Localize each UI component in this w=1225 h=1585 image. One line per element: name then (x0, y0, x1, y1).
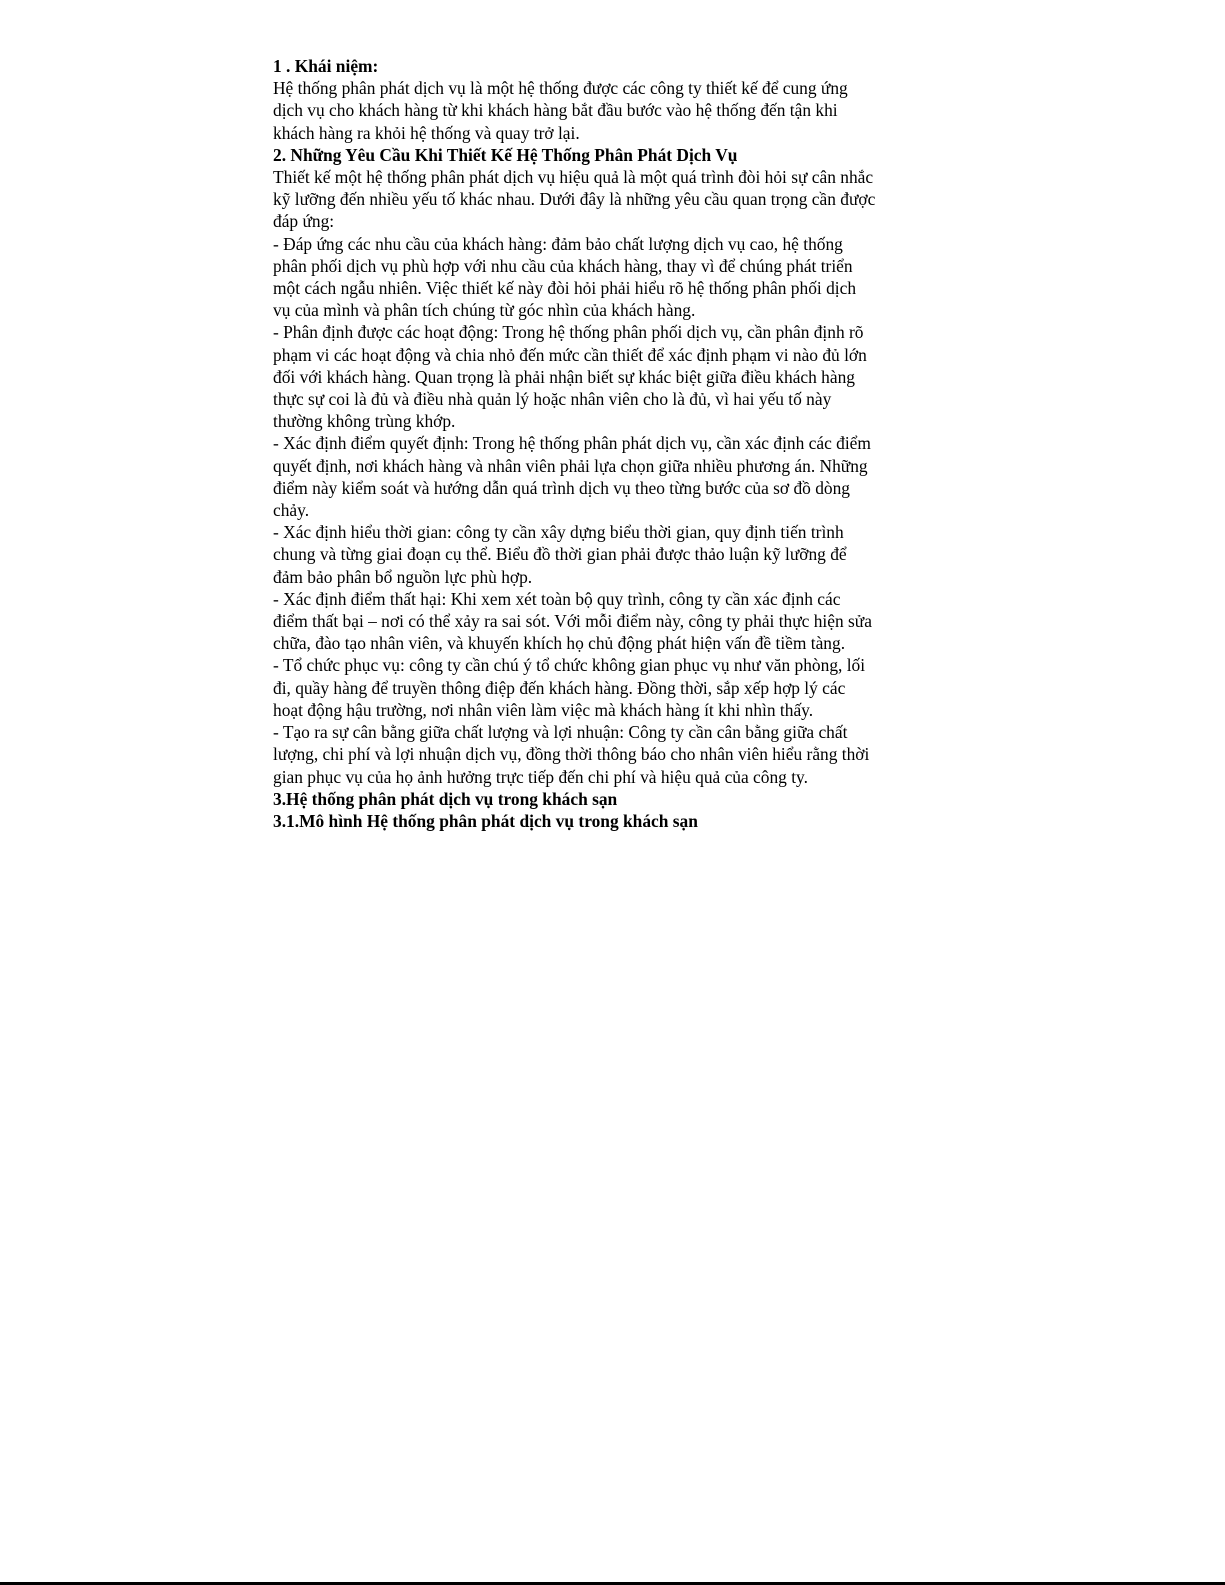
paragraph-timeline (273, 521, 953, 588)
text-line: - Xác định hiểu thời gian: công ty cần xây dựng biểu thời gian, quy định tiến trình (273, 522, 844, 543)
paragraph-service-organization (273, 654, 953, 721)
text-line: 3.1.Mô hình Hệ thống phân phát dịch vụ trong khách sạn (273, 810, 698, 831)
text-line: hoạt động hậu trường, nơi nhân viên làm việc mà khách hàng ít khi nhìn thấy. (273, 699, 814, 720)
paragraph-customer-needs (273, 233, 953, 322)
section-heading-concept (273, 55, 953, 77)
text-line: thường không trùng khớp. (273, 411, 456, 432)
text-line: đảm bảo phân bổ nguồn lực phù hợp. (273, 566, 533, 587)
text-line: một cách ngẫu nhiên. Việc thiết kế này đòi hỏi phải hiểu rõ hệ thống phân phối dịch (273, 278, 857, 299)
document-body (273, 55, 953, 832)
text-line: chảy. (273, 500, 310, 521)
text-line: 2. Những Yêu Cầu Khi Thiết Kế Hệ Thống Phân Phát Dịch Vụ (273, 144, 738, 165)
paragraph-decision-points (273, 432, 953, 521)
text-line: - Tổ chức phục vụ: công ty cần chú ý tổ chức không gian phục vụ như văn phòng, lối (273, 655, 866, 676)
text-line: - Đáp ứng các nhu cầu của khách hàng: đảm bảo chất lượng dịch vụ cao, hệ thống (273, 233, 843, 254)
text-line: kỹ lưỡng đến nhiều yếu tố khác nhau. Dưới đây là những yêu cầu quan trọng cần được (273, 189, 876, 210)
text-line: vụ của mình và phân tích chúng từ góc nhìn của khách hàng. (273, 300, 696, 321)
section-heading-hotel-model (273, 810, 953, 832)
text-line: - Xác định điểm thất hại: Khi xem xét toàn bộ quy trình, công ty cần xác định các (273, 588, 841, 609)
text-line: - Xác định điểm quyết định: Trong hệ thống phân phát dịch vụ, cần xác định các điểm (273, 433, 871, 454)
text-line: 1 . Khái niệm: (273, 56, 379, 76)
text-line: đi, quầy hàng để truyền thông điệp đến khách hàng. Đồng thời, sắp xếp hợp lý các (273, 677, 846, 698)
text-line: điểm này kiểm soát và hướng dẫn quá trình dịch vụ theo từng bước của sơ đồ dòng (273, 477, 850, 498)
text-line: - Phân định được các hoạt động: Trong hệ thống phân phối dịch vụ, cần phân định rõ (273, 322, 864, 343)
text-line: 3.Hệ thống phân phát dịch vụ trong khách sạn (273, 788, 618, 809)
paragraph-definition (273, 77, 953, 144)
paragraph-quality-profit-balance (273, 721, 953, 788)
text-line: quyết định, nơi khách hàng và nhân viên phải lựa chọn giữa nhiều phương án. Những (273, 455, 868, 476)
text-line: thực sự coi là đủ và điều nhà quản lý hoặc nhân viên cho là đủ, vì hai yếu tố này (273, 389, 832, 410)
text-line: Hệ thống phân phát dịch vụ là một hệ thống được các công ty thiết kế để cung ứng (273, 78, 848, 99)
paragraph-define-activities (273, 321, 953, 432)
text-line: lượng, chi phí và lợi nhuận dịch vụ, đồng thời thông báo cho nhân viên hiểu rằng thời (273, 744, 870, 765)
text-line: khách hàng ra khỏi hệ thống và quay trở lại. (273, 122, 580, 143)
text-line: dịch vụ cho khách hàng từ khi khách hàng bắt đầu bước vào hệ thống đến tận khi (273, 100, 838, 121)
text-line: chung và từng giai đoạn cụ thể. Biểu đồ thời gian phải được thảo luận kỹ lưỡng để (273, 544, 847, 565)
text-line: phạm vi các hoạt động và chia nhỏ đến mức cần thiết để xác định phạm vi nào đủ lớn (273, 344, 867, 365)
section-heading-requirements (273, 144, 953, 166)
paragraph-failure-points (273, 588, 953, 655)
section-heading-hotel-system (273, 788, 953, 810)
text-line: - Tạo ra sự cân bằng giữa chất lượng và lợi nhuận: Công ty cần cân bằng giữa chất (273, 722, 848, 743)
text-line: Thiết kế một hệ thống phân phát dịch vụ hiệu quả là một quá trình đòi hỏi sự cân nhắc (273, 167, 874, 188)
text-line: gian phục vụ của họ ảnh hưởng trực tiếp đến chi phí và hiệu quả của công ty. (273, 766, 808, 787)
text-line: đối với khách hàng. Quan trọng là phải nhận biết sự khác biệt giữa điều khách hàng (273, 366, 855, 387)
text-line: phân phối dịch vụ phù hợp với nhu cầu của khách hàng, thay vì để chúng phát triển (273, 255, 853, 276)
paragraph-requirements-intro (273, 166, 953, 233)
text-line: chữa, đào tạo nhân viên, và khuyến khích họ chủ động phát hiện vấn đề tiềm tàng. (273, 633, 846, 654)
text-line: điểm thất bại – nơi có thể xảy ra sai sót. Với mỗi điểm này, công ty phải thực hiện sửa (273, 611, 872, 632)
text-line: đáp ứng: (273, 211, 335, 232)
